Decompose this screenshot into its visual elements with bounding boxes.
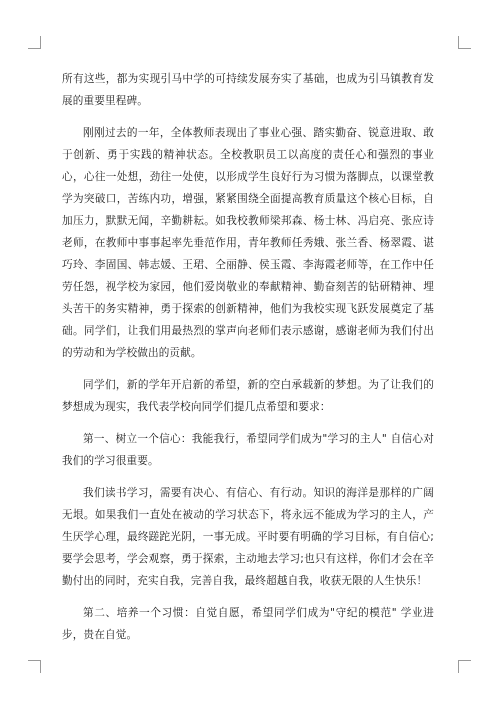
document-body bbox=[62, 68, 434, 656]
crop-mark-top-right bbox=[458, 36, 471, 49]
paragraph-6: 第二、培养一个习惯：自觉自愿，希望同学们成为"守纪的模范" 学业进步，贵在自觉。 bbox=[62, 607, 434, 641]
crop-mark-bottom-left bbox=[28, 660, 41, 673]
paragraph-1: 所有这些，都为实现引马中学的可持续发展夯实了基础，也成为引马镇教育发展的重要里程碑。 bbox=[62, 73, 434, 107]
paragraph-4: 第一、树立一个信心：我能我行，希望同学们成为"学习的主人" 自信心对我们的学习很重要。 bbox=[62, 433, 434, 467]
paragraph-5: 我们读书学习，需要有决心、有信心、有行动。知识的海洋是那样的广阔无垠。如果我们一直处在被动的学习状态下，将永远不能成为学习的主人，产生厌学心理，最终蹉跎光阴，一事无成。平时要有明确的学习目标，有自信心;要学会思考，学会观察，勇于探索，主动地去学习;也只有这样，你们才会在辛勤付出的同时，充实自我，完善自我，最终超越自我，收获无限的人生快乐！ bbox=[62, 487, 434, 587]
paragraph-2: 刚刚过去的一年，全体教师表现出了事业心强、踏实勤奋、锐意进取、敢于创新、勇于实践的精神状态。全校教职员工以高度的责任心和强烈的事业心，心往一处想，劲往一处使，以形成学生良好行为习惯为落脚点，以课堂教学为突破口，苦练内功，增强，紧紧围绕全面提高教育质量这个核心目标，自加压力，默默无闻，辛勤耕耘。如我校教师梁邦森、杨士林、冯启亮、张应诗老师，在教师中事事起率先垂范作用，青年教师任秀娥、张兰香、杨翠霞、谌巧玲、李固国、韩志媛、王珺、仝丽静、侯玉霞、李海霞老师等，在工作中任劳任怨，视学校为家园，他们爱岗敬业的奉献精神、勤奋刻苦的钻研精神、埋头苦干的务实精神，勇于探索的创新精神，他们为我校实现飞跃发展奠定了基础。同学们，让我们用最热烈的掌声向老师们表示感谢，感谢老师为我们付出的劳动和为学校做出的贡献。 bbox=[62, 127, 434, 359]
crop-mark-bottom-right bbox=[458, 660, 471, 673]
crop-mark-top-left bbox=[28, 36, 41, 49]
paragraph-3: 同学们，新的学年开启新的希望，新的空白承载新的梦想。为了让我们的梦想成为现实，我代表学校向同学们提几点希望和要求： bbox=[62, 379, 434, 413]
